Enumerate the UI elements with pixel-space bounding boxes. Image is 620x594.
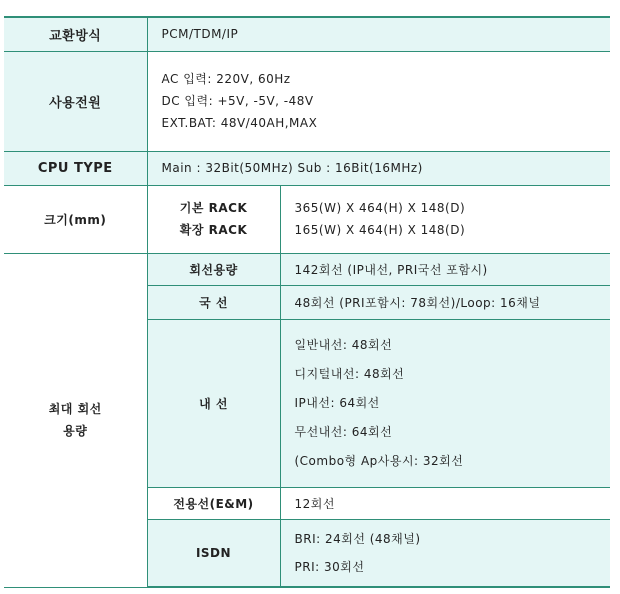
spec-table <box>4 16 610 588</box>
capacity-label: 회선용량 <box>147 253 280 285</box>
extension-line-digital: 디지털내선: 48회선 <box>294 366 405 381</box>
size-label: 크기(mm) <box>4 185 147 253</box>
extension-line-ip: IP내선: 64회선 <box>294 395 380 410</box>
row-cpu <box>4 151 610 185</box>
capacity-value: 142회선 (IP내선, PRI국선 포함시) <box>280 253 610 285</box>
size-value-basic: 365(W) X 464(H) X 148(D) <box>294 201 466 215</box>
isdn-line-pri: PRI: 30회선 <box>294 559 365 574</box>
extension-line-wireless: 무선내선: 64회선 <box>294 424 393 439</box>
isdn-line-bri: BRI: 24회선 (48채널) <box>294 531 421 546</box>
switching-value: PCM/TDM/IP <box>147 17 610 51</box>
extension-line-combo: (Combo형 Ap사용시: 32회선 <box>294 453 464 468</box>
em-value: 12회선 <box>280 487 610 519</box>
size-sublabels <box>147 185 280 253</box>
row-size <box>4 185 610 253</box>
power-line-ext: EXT.BAT: 48V/40AH,MAX <box>161 116 318 130</box>
row-power <box>4 51 610 151</box>
extension-label: 내 선 <box>147 319 280 487</box>
size-values <box>280 185 610 253</box>
size-sublabel-ext: 확장 RACK <box>179 223 248 237</box>
cpu-value: Main : 32Bit(50MHz) Sub : 16Bit(16MHz) <box>147 151 610 185</box>
em-label: 전용선(E&M) <box>147 487 280 519</box>
size-sublabel-basic: 기본 RACK <box>179 201 248 215</box>
extension-line-general: 일반내선: 48회선 <box>294 337 393 352</box>
power-label: 사용전원 <box>4 51 147 151</box>
cpu-label: CPU TYPE <box>4 151 147 185</box>
row-switching <box>4 17 610 51</box>
max-lines-label-2: 용량 <box>63 424 88 438</box>
extension-values <box>280 319 610 487</box>
trunk-value: 48회선 (PRI포함시: 78회선)/Loop: 16채널 <box>280 285 610 319</box>
power-line-dc: DC 입력: +5V, -5V, -48V <box>161 94 314 108</box>
trunk-label: 국 선 <box>147 285 280 319</box>
isdn-values <box>280 519 610 587</box>
max-lines-label-1: 최대 회선 <box>48 402 102 416</box>
isdn-label: ISDN <box>147 519 280 587</box>
row-capacity <box>4 253 610 285</box>
size-value-ext: 165(W) X 464(H) X 148(D) <box>294 223 466 237</box>
max-lines-label <box>4 253 147 587</box>
switching-label: 교환방식 <box>4 17 147 51</box>
power-line-ac: AC 입력: 220V, 60Hz <box>161 72 291 86</box>
power-values <box>147 51 610 151</box>
